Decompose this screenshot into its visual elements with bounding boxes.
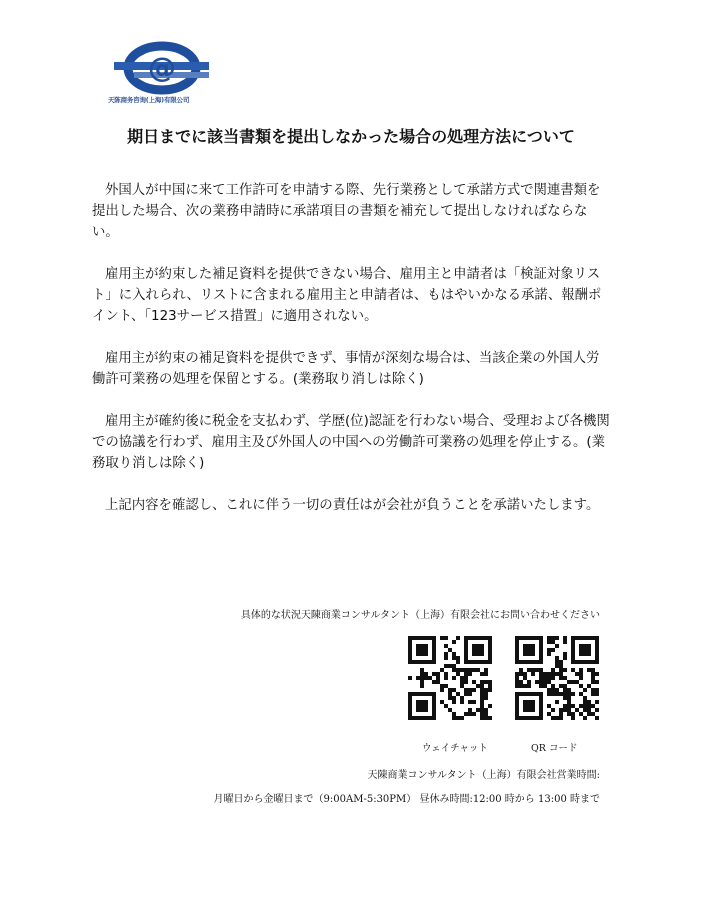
- wechat-qr-code[interactable]: [408, 636, 492, 720]
- paragraph-3: 雇用主が約束の補足資料を提供できず、事情が深刻な場合は、当該企業の外国人労働許可業務の処理を保留とする。(業務取り消しは除く): [92, 351, 600, 387]
- wechat-label: ウェイチャット: [422, 743, 488, 754]
- business-hours-title: 天陳商業コンサルタント（上海）有限会社営業時間:: [367, 770, 600, 781]
- paragraph-5: 上記内容を確認し、これに伴う一切の責任はが会社が負うことを承諾いたします。: [105, 498, 600, 513]
- qr-code-label: QR コード: [531, 743, 578, 754]
- paragraph-2: 雇用主が約束した補足資料を提供できない場合、雇用主と申請者は「検証対象リスト」に入れられ、リストに含まれる雇用主と申請者は、もはやいかなる承諾、報酬ポイント、「123サービス措置」に適用されない。: [92, 267, 602, 324]
- logo-caption: 天陈商务咨询(上海)有限公司: [108, 96, 190, 104]
- business-hours: 月曜日から金曜日まで（9:00AM-5:30PM） 昼休み時間:12:00 時から 13:00 時まで: [213, 794, 600, 805]
- paragraph-4: 雇用主が確約後に税金を支払わず、学歴(位)認証を行わない場合、受理および各機関での協議を行わず、雇用主及び外国人の中国への労働許可業務の処理を停止する。(業務取り消しは除く): [92, 414, 610, 471]
- contact-text: 具体的な状況天陳商業コンサルタント（上海）有限会社にお問い合わせください: [240, 610, 600, 621]
- svg-text:@: @: [148, 51, 176, 84]
- document-body: [92, 180, 612, 537]
- qr-icon: [408, 636, 492, 720]
- qr-icon: [515, 636, 599, 720]
- paragraph-1: 外国人が中国に来て工作許可を申請する際、先行業務として承諾方式で関連書類を提出した場合、次の業務申請時に承諾項目の書類を補充して提出しなければならない。: [92, 183, 601, 240]
- qr-code-image[interactable]: [515, 636, 599, 720]
- logo-icon: [104, 38, 224, 100]
- document-title: 期日までに該当書類を提出しなかった場合の処理方法について: [127, 127, 575, 146]
